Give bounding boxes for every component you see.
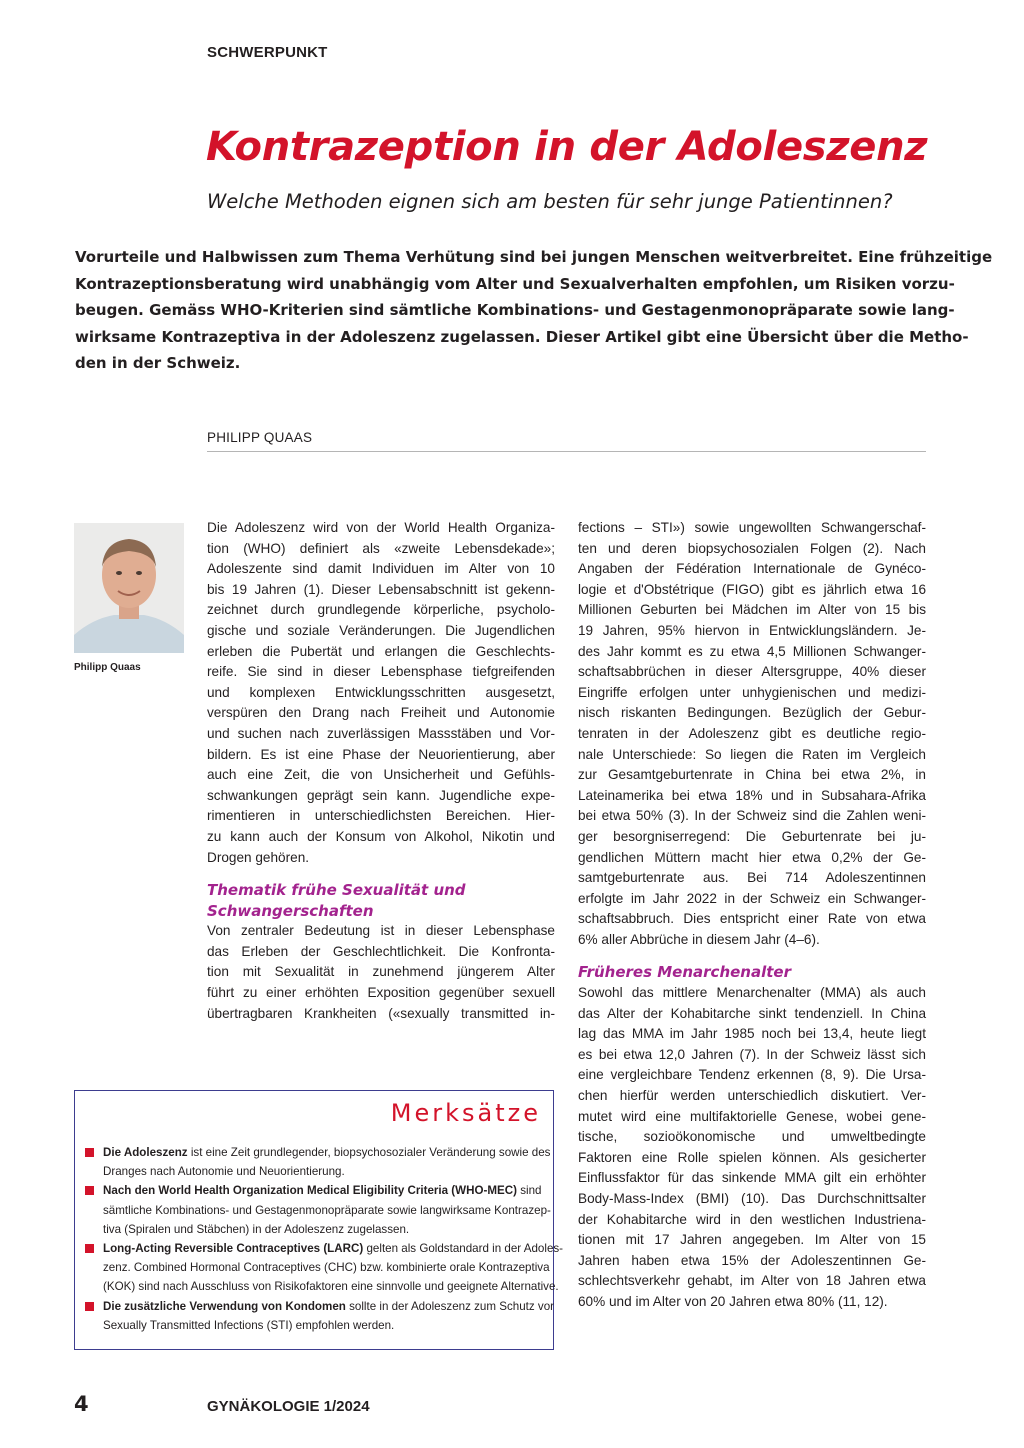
- section-heading: Thematik frühe Sexualität und: [207, 881, 466, 900]
- body-line: Jahren haben etwa 15% der Adoleszentinnen Ge-: [578, 1252, 926, 1268]
- merksatz-item: [85, 1297, 555, 1335]
- lead-line: beugen. Gemäss WHO-Kriterien sind sämtliche Kombinations- und Gestagenmonopräparate sowie lang-: [75, 301, 955, 320]
- body-line: das Erleben der Geschlechtlichkeit. Die Konfronta-: [207, 943, 555, 959]
- body-line: nale Unterschiede: So liegen die Raten im Vergleich: [578, 746, 926, 762]
- merksatz-bold: Nach den World Health Organization Medical Eligibility Criteria (WHO-MEC): [103, 1184, 517, 1198]
- author-photo: [74, 523, 184, 653]
- author-portrait-image: [74, 523, 184, 653]
- body-line: Lateinamerika bei etwa 18% und in Subsahara-Afrika: [578, 787, 926, 803]
- body-line: erleben die Pubertät und erlangen die Geschlechts-: [207, 643, 555, 659]
- body-line: mutet wird eine multifaktorielle Genese, wobei gene-: [578, 1108, 926, 1124]
- body-column-left: [207, 518, 555, 1024]
- body-line: gische und soziale Veränderungen. Die Jugendlichen: [207, 622, 555, 638]
- body-line: des Jahr kommt es zu etwa 4,5 Millionen Schwanger-: [578, 643, 926, 659]
- merksatz-item: [85, 1143, 551, 1181]
- merksatz-text: gelten als Goldstandard in der Adoles-: [363, 1242, 564, 1256]
- journal-issue: GYNÄKOLOGIE 1/2024: [207, 1398, 370, 1415]
- merksatz-bold: Die zusätzliche Verwendung von Kondomen: [103, 1299, 346, 1313]
- body-line: schaftsabbrüchen in dieser Altersgruppe, 40% dieser: [578, 664, 926, 680]
- body-line: 60% und im Alter von 20 Jahren etwa 80% (11, 12).: [578, 1293, 888, 1309]
- body-line: Body-Mass-Index (BMI) (10). Das Durchschnittsalter: [578, 1191, 926, 1206]
- lead-line: wirksame Kontrazeptiva in der Adoleszenz zugelassen. Dieser Artikel gibt eine Übersicht über die Metho-: [75, 327, 969, 346]
- merksatz-text: Sexually Transmitted Infections (STI) empfohlen werden.: [103, 1318, 395, 1332]
- body-line: Die Adoleszenz wird von der World Health Organiza-: [207, 520, 555, 535]
- body-line: samtgeburtenrate aus. Bei 714 Adoleszentinnen: [578, 870, 926, 886]
- body-line: schlechtsverkehr gehabt, im Alter von 18 Jahren etwa: [578, 1273, 926, 1289]
- body-line: verspüren den Drang nach Freiheit und Autonomie: [207, 705, 555, 721]
- body-line: reife. Sie sind in dieser Lebensphase tiefgreifenden: [207, 664, 555, 680]
- merksaetze-list: [85, 1143, 564, 1335]
- body-line: der Kohabitarche wird in den westlichen Industriena-: [578, 1211, 926, 1227]
- square-bullet-icon: [85, 1186, 94, 1195]
- body-line: Faktoren eine Rolle spielen können. Als gesicherter: [578, 1149, 926, 1165]
- byline-divider: [207, 451, 926, 452]
- body-line: 6% aller Abbrüche in diesem Jahr (4–6).: [578, 931, 820, 947]
- square-bullet-icon: [85, 1148, 94, 1157]
- section-label: SCHWERPUNKT: [207, 44, 328, 61]
- merksaetze-title: Merksätze: [390, 1099, 541, 1127]
- body-line: tische, sozioökonomische und umweltbedingte: [578, 1129, 926, 1145]
- body-line: 19 Jahren, 95% hiervon in Entwicklungsländern. Je-: [578, 622, 926, 638]
- body-line: Angaben der Fédération Internationale de Gynéco-: [578, 561, 926, 577]
- body-line: fections – STI») sowie ungewollten Schwangerschaf-: [578, 520, 926, 535]
- body-line: tionen mit 17 Jahren angegeben. Im Alter von 15: [578, 1232, 926, 1248]
- body-line: zeichnet durch grundlegende körperliche, psycholo-: [207, 602, 555, 618]
- merksatz-text: sind: [516, 1184, 542, 1198]
- section-heading: Früheres Menarchenalter: [578, 963, 791, 982]
- merksatz-item: [85, 1239, 564, 1297]
- body-line: Adoleszente sind damit Individuen im Alter von 10: [207, 561, 555, 577]
- body-line: bildern. Es ist eine Phase der Neuorientierung, aber: [207, 746, 555, 762]
- square-bullet-icon: [85, 1302, 94, 1311]
- body-line: und suchen nach zuverlässigen Massstäben und Vor-: [207, 725, 555, 741]
- body-line: chen hierfür werden unterschiedlich diskutiert. Ver-: [578, 1088, 926, 1104]
- merksatz-bold: Long-Acting Reversible Contraceptives (LARC): [103, 1242, 364, 1256]
- body-line: es bei etwa 12,0 Jahren (7). In der Schweiz lässt sich: [578, 1046, 926, 1062]
- body-line: ten und deren biopsychosozialen Folgen (2). Nach: [578, 540, 926, 556]
- author-byline: PHILIPP QUAAS: [207, 430, 313, 445]
- body-line: erfolgte im Jahr 2022 in der Schweiz ein Schwanger-: [578, 890, 926, 906]
- body-line: das Alter der Kohabitarche sinkt tendenziell. In China: [578, 1005, 926, 1021]
- body-line: Sowohl das mittlere Menarchenalter (MMA) als auch: [578, 985, 926, 1001]
- body-line: Einflussfaktor für das sinkende MMA gilt ein erhöhter: [578, 1170, 926, 1186]
- body-line: zu kann auch der Konsum von Alkohol, Nikotin und: [207, 828, 555, 844]
- body-line: gendlichen Müttern macht hier etwa 0,2% der Ge-: [578, 849, 926, 865]
- merksatz-bold: Die Adoleszenz: [103, 1146, 188, 1159]
- section-heading: Schwangerschaften: [207, 901, 374, 920]
- body-line: tenraten in der Adoleszenz gibt es deutliche regio-: [578, 725, 926, 741]
- body-line: eine vergleichbare Tendenz erkennen (8, 9). Die Ursa-: [578, 1067, 926, 1083]
- body-line: lag das MMA im Jahr 1985 noch bei 13,4, heute liegt: [578, 1026, 926, 1042]
- body-line: schaftsabbruch. Dies entspricht einer Rate von etwa: [578, 911, 926, 927]
- body-line: schwankungen geprägt sein kann. Jugendliche expe-: [207, 787, 555, 803]
- body-line: zur Gesamtgeburtenrate in China bei etwa 2%, in: [578, 767, 926, 783]
- lead-line: den in der Schweiz.: [75, 354, 241, 373]
- body-line: führt zu einer erhöhten Exposition gegenüber sexuell: [207, 985, 555, 1001]
- body-line: logie et d'Obstétrique (FIGO) gibt es jährlich etwa 16: [578, 581, 926, 597]
- body-line: Eingriffe erfolgen unter unhygienischen und medizi-: [578, 684, 926, 700]
- body-line: bei etwa 50% (3). In der Schweiz sind die Zahlen weni-: [578, 808, 926, 824]
- body-line: Drogen gehören.: [207, 849, 310, 865]
- body-line: nisch riskanten Bedingungen. Bezüglich der Gebur-: [578, 705, 926, 721]
- merksatz-text: ist eine Zeit grundlegender, biopsychosozialer Veränderung sowie des: [187, 1146, 551, 1159]
- body-line: rimentieren in unterschiedlichsten Bereichen. Hier-: [207, 808, 555, 824]
- body-line: auch eine Zeit, die von Unsicherheit und Gefühls-: [207, 767, 555, 783]
- merksatz-item: [85, 1181, 551, 1239]
- merksaetze-box: [74, 1090, 564, 1350]
- square-bullet-icon: [85, 1244, 94, 1253]
- lead-line: Kontrazeptionsberatung wird unabhängig vom Alter und Sexualverhalten empfohlen, um Risiken vorzu-: [75, 274, 955, 293]
- body-line: tion mit Sexualität in zunehmend jüngerem Alter: [207, 964, 555, 980]
- merksatz-text: zenz. Combined Hormonal Contraceptives (CHC) bzw. kombinierte orale Kontrazeptiva: [103, 1261, 550, 1275]
- merksatz-text: sollte in der Adoleszenz zum Schutz vor: [345, 1299, 555, 1313]
- body-line: und komplexen Entwicklungsschritten ausgesetzt,: [207, 684, 555, 700]
- body-line: Millionen Geburten bei Mädchen im Alter von 15 bis: [578, 602, 926, 618]
- body-line: übertragbaren Krankheiten («sexually transmitted in-: [207, 1005, 555, 1021]
- body-line: bis 19 Jahren (1). Dieser Lebensabschnitt ist gekenn-: [207, 581, 555, 597]
- article-title: Kontrazeption in der Adoleszenz: [206, 124, 928, 170]
- merksatz-text: (KOK) sind nach Ausschluss von Risikofaktoren eine sinnvolle und geeignete Alternative.: [103, 1280, 559, 1294]
- merksatz-text: sämtliche Kombinations- und Gestagenmonopräparate sowie langwirksame Kontrazep-: [103, 1203, 551, 1217]
- article-subtitle: Welche Methoden eignen sich am besten für sehr junge Patientinnen?: [207, 190, 893, 213]
- article-lead: [75, 244, 993, 377]
- page-number: 4: [74, 1392, 89, 1416]
- lead-line: Vorurteile und Halbwissen zum Thema Verhütung sind bei jungen Menschen weitverbreitet. Eine frühzeitige: [75, 248, 993, 266]
- body-line: tion (WHO) definiert als «zweite Lebensdekade»;: [207, 540, 555, 556]
- merksatz-text: Dranges nach Autonomie und Neuorientierung.: [103, 1165, 345, 1179]
- merksatz-text: tiva (Spiralen und Stäbchen) in der Adoleszenz zugelassen.: [103, 1222, 410, 1236]
- body-line: ger besorgniserregend: Die Geburtenrate bei ju-: [578, 828, 926, 844]
- body-column-right: [578, 518, 926, 1313]
- photo-caption: Philipp Quaas: [74, 662, 141, 673]
- body-line: Von zentraler Bedeutung ist in dieser Lebensphase: [207, 923, 555, 939]
